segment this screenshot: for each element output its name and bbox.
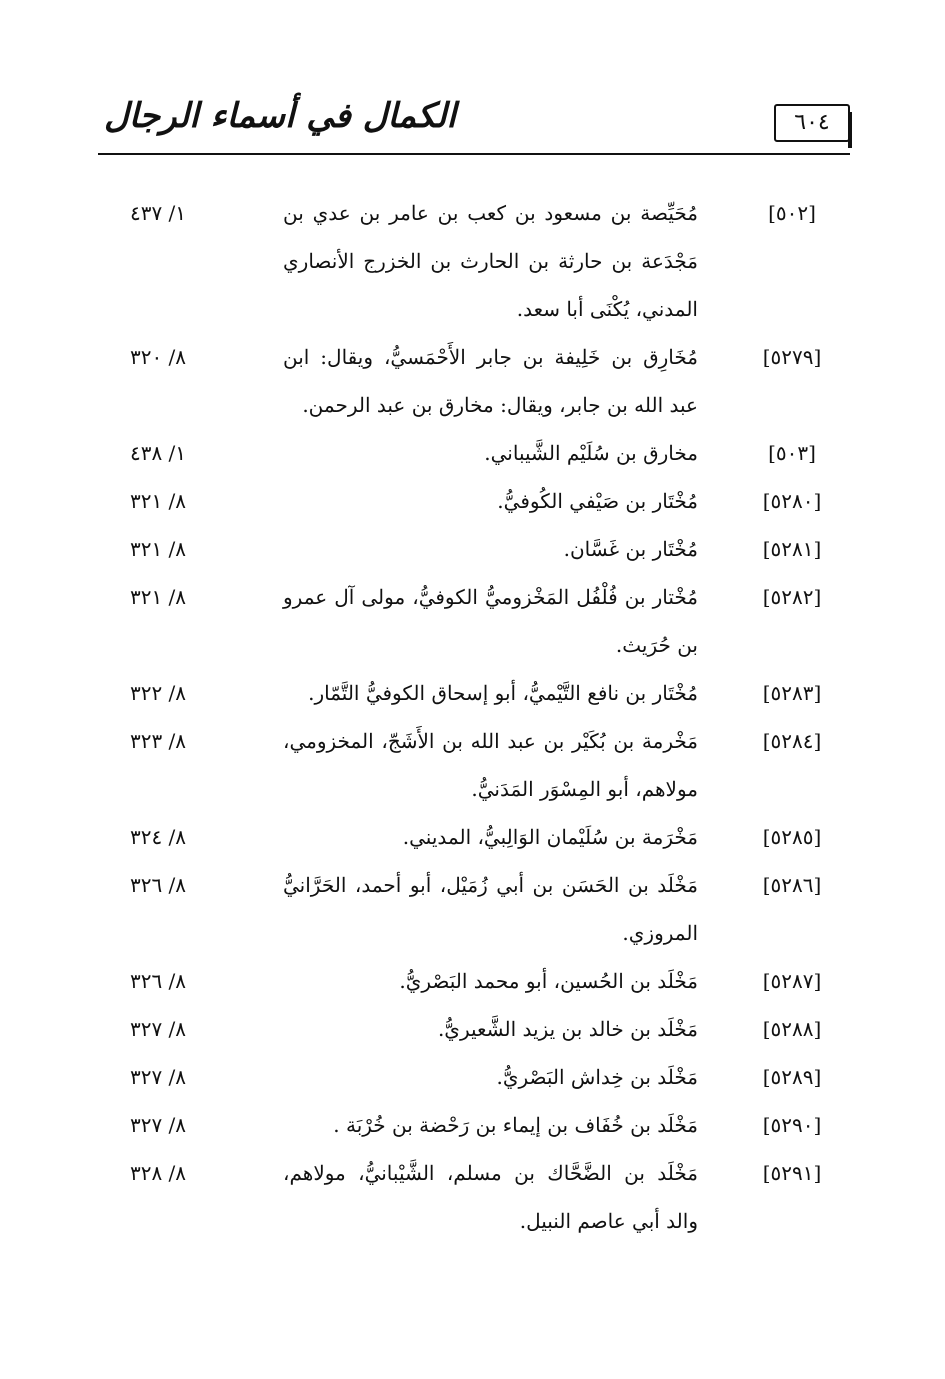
entry-reference: ٨/ ٣٢٨ (129, 1161, 187, 1185)
entry-text: مُخْتار بن فُلْفُل المَخْزوميُّ الكوفيُّ، مولى آل عمرو بن حُرَيث. (283, 585, 698, 657)
entry-number: [٥٢٨١] (762, 537, 822, 561)
entry-number: [٥٢٩١] (762, 1161, 822, 1185)
entry-text: مَخْلَد بن خُفَاف بن إيماء بن رَحْضة بن خُرْبَة . (333, 1113, 698, 1137)
entry-text: مُخَارِق بن خَلِيفة بن جابر الأَحْمَسيُّ، ويقال: ابن عبد الله بن جابر، ويقال: مخارق بن عبد الرحمن. (283, 345, 698, 417)
entry-reference: ٨/ ٣٢١ (129, 537, 187, 561)
entry-text: مخارق بن سُلَيْم الشَّيباني. (484, 441, 698, 465)
entry-text: مُخْتَار بن نافع التَّيْميُّ، أبو إسحاق الكوفيُّ التَّمّار. (308, 681, 698, 705)
entry-reference: ٨/ ٣٢٠ (129, 345, 187, 369)
entry-text: مَخْلَد بن الضَّحَّاك بن مسلم، الشَّيْبانيُّ، مولاهم، والد أبي عاصم النبيل. (283, 1161, 698, 1233)
entry-number: [٥٢٨٦] (762, 873, 822, 897)
entry-number: [٥٢٨٤] (762, 729, 822, 753)
entry-text: مُحَيِّصة بن مسعود بن كعب بن عامر بن عدي بن مَجْدَعة بن حارثة بن الحارث بن الخزرج الأنصاري المدني، يُكْنَى أبا سعد. (283, 201, 698, 321)
entry-text: مَخْلَد بن الحَسَن بن أبي زُمَيْل، أبو أحمد، الحَرَّانيُّ المروزي. (283, 873, 698, 945)
entry-text: مَخْلَد بن خِداش البَصْريُّ. (496, 1065, 698, 1089)
entry-reference: ٨/ ٣٢٤ (129, 825, 187, 849)
entry-number: [٥٢٨٣] (762, 681, 822, 705)
entry-reference: ٨/ ٣٢٧ (129, 1113, 187, 1137)
entry-text: مُخْتَار بن غَسَّان. (563, 537, 698, 561)
entry-reference: ١/ ٤٣٨ (129, 441, 187, 465)
book-title-calligraphy: الكمال في أسماء الرجال (104, 96, 456, 136)
entry-reference: ٨/ ٣٢٧ (129, 1065, 187, 1089)
entry-number: [٥٢٨٢] (762, 585, 822, 609)
entry-text: مَخْرمة بن بُكَيْر بن عبد الله بن الأَشَجّ، المخزومي، مولاهم، أبو المِسْوَر المَدَنيُّ. (283, 729, 698, 801)
entry-number: [٥٢٨٥] (762, 825, 822, 849)
page-header (98, 92, 850, 156)
entry-text: مَخْرَمة بن سُلَيْمان الوَالِبيُّ، المديني. (402, 825, 698, 849)
entry-text: مُخْتَار بن صَيْفي الكُوفيُّ. (497, 489, 698, 513)
entry-number: [٥٢٩٠] (762, 1113, 822, 1137)
entry-reference: ٨/ ٣٢٦ (129, 873, 187, 897)
entry-reference: ٨/ ٣٢٦ (129, 969, 187, 993)
entry-number: [٥٢٨٨] (762, 1017, 822, 1041)
entry-reference: ٨/ ٣٢٣ (129, 729, 187, 753)
entry-reference: ٨/ ٣٢١ (129, 489, 187, 513)
entry-reference: ١/ ٤٣٧ (129, 201, 187, 225)
entry-number: [٥٢٨٩] (762, 1065, 822, 1089)
entry-reference: ٨/ ٣٢٢ (129, 681, 187, 705)
entry-text: مَخْلَد بن الحُسين، أبو محمد البَصْريُّ. (399, 969, 698, 993)
entry-number: [٥٠٢] (768, 201, 816, 225)
entry-number: [٥٢٨٠] (762, 489, 822, 513)
entry-text: مَخْلَد بن خالد بن يزيد الشَّعيريُّ. (437, 1017, 698, 1041)
entry-reference: ٨/ ٣٢١ (129, 585, 187, 609)
page-number: ٦٠٤ (774, 104, 850, 142)
entry-number: [٥٢٧٩] (762, 345, 822, 369)
entry-number: [٥٢٨٧] (762, 969, 822, 993)
header-rule (98, 153, 850, 155)
entry-reference: ٨/ ٣٢٧ (129, 1017, 187, 1041)
entry-number: [٥٠٣] (768, 441, 816, 465)
